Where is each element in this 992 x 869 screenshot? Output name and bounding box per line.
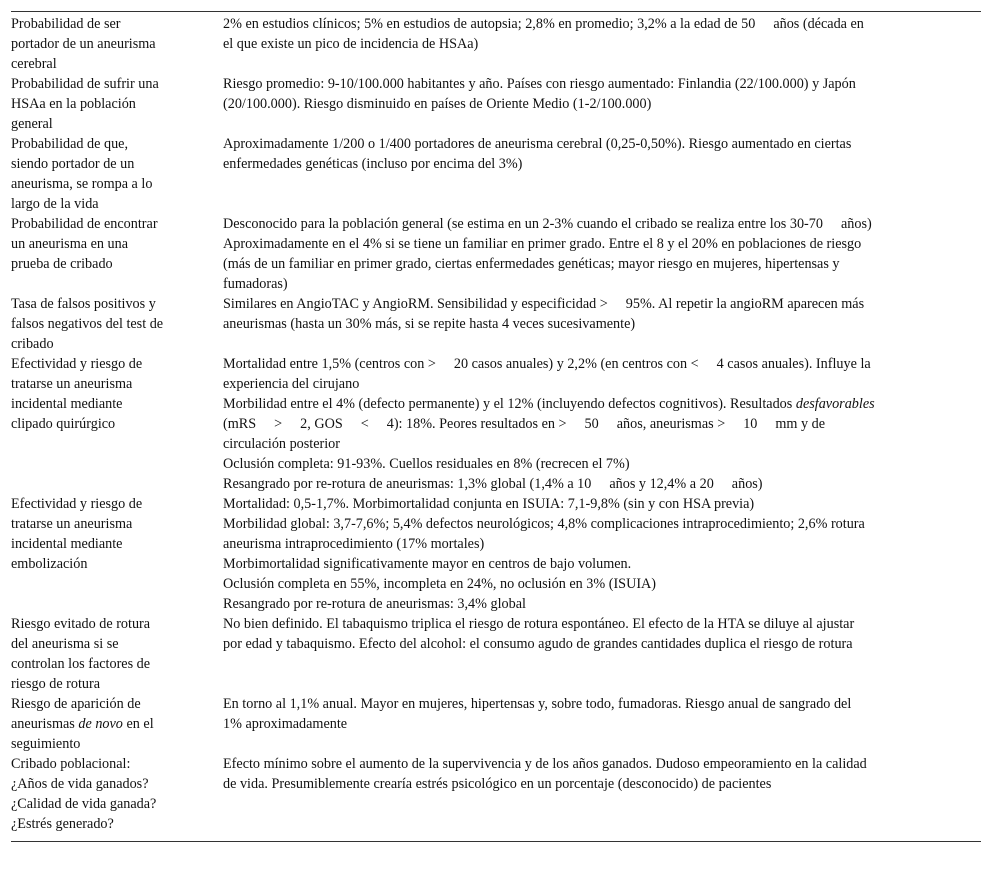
answer-line: Riesgo promedio: 9-10/100.000 habitantes y año. Países con riesgo aumentado: Finlandia (22/100.000) y Japón bbox=[223, 76, 856, 92]
answer-line: Aproximadamente 1/200 o 1/400 portadores de aneurisma cerebral (0,25-0,50%). Riesgo aumentado en ciertas bbox=[223, 136, 852, 152]
question-line: incidental mediante bbox=[11, 536, 123, 552]
answer-line: Morbimortalidad significativamente mayor en centros de bajo volumen. bbox=[223, 556, 632, 572]
question-cell bbox=[11, 74, 223, 134]
answer-line: aneurisma intraprocedimiento (17% mortales) bbox=[223, 536, 485, 552]
answer-line: No bien definido. El tabaquismo triplica el riesgo de rotura espontáneo. El efecto de la HTA se diluye al ajustar bbox=[223, 616, 855, 632]
answer-line: el que existe un pico de incidencia de HSAa) bbox=[223, 36, 479, 52]
answer-line: Similares en AngioTAC y AngioRM. Sensibilidad y especificidad > 95%. Al repetir la angioRM aparecen más bbox=[223, 296, 865, 312]
answer-cell bbox=[223, 354, 981, 494]
question-cell bbox=[11, 614, 223, 694]
question-line: embolización bbox=[11, 556, 88, 572]
answer-cell bbox=[223, 754, 981, 842]
question-line: portador de un aneurisma bbox=[11, 36, 156, 52]
question-line: Riesgo de aparición de bbox=[11, 696, 141, 712]
question-line: ¿Calidad de vida ganada? bbox=[11, 796, 157, 812]
question-line: prueba de cribado bbox=[11, 256, 113, 272]
question-line: Probabilidad de ser bbox=[11, 16, 121, 32]
table-row bbox=[11, 294, 981, 354]
answer-line: Mortalidad entre 1,5% (centros con > 20 casos anuales) y 2,2% (en centros con < 4 casos anuales). Influye la bbox=[223, 356, 871, 372]
answer-line: Resangrado por re-rotura de aneurismas: 1,3% global (1,4% a 10 años y 12,4% a 20 años) bbox=[223, 476, 763, 492]
question-cell bbox=[11, 214, 223, 294]
question-cell bbox=[11, 754, 223, 842]
evidence-table bbox=[11, 11, 981, 842]
question-line: Tasa de falsos positivos y bbox=[11, 296, 156, 312]
table-row bbox=[11, 614, 981, 694]
answer-line: En torno al 1,1% anual. Mayor en mujeres, hipertensas y, sobre todo, fumadoras. Riesgo anual de sangrado del bbox=[223, 696, 852, 712]
question-line: largo de la vida bbox=[11, 196, 99, 212]
question-cell bbox=[11, 134, 223, 214]
answer-line: aneurismas (hasta un 30% más, si se repite hasta 4 veces sucesivamente) bbox=[223, 316, 636, 332]
table-body bbox=[11, 12, 981, 842]
answer-cell bbox=[223, 12, 981, 75]
answer-line: de vida. Presumiblemente crearía estrés psicológico en un porcentaje (desconocido) de pacientes bbox=[223, 776, 772, 792]
question-line: ¿Estrés generado? bbox=[11, 816, 114, 832]
answer-line: 2% en estudios clínicos; 5% en estudios de autopsia; 2,8% en promedio; 3,2% a la edad de 50 años (década en bbox=[223, 16, 864, 32]
answer-cell bbox=[223, 214, 981, 294]
question-line: Efectividad y riesgo de bbox=[11, 496, 143, 512]
question-cell bbox=[11, 12, 223, 75]
answer-line: Efecto mínimo sobre el aumento de la supervivencia y de los años ganados. Dudoso empeoramiento en la calidad bbox=[223, 756, 867, 772]
table-row bbox=[11, 694, 981, 754]
question-line: falsos negativos del test de bbox=[11, 316, 164, 332]
question-line: cribado bbox=[11, 336, 54, 352]
question-line: un aneurisma en una bbox=[11, 236, 129, 252]
question-line: clipado quirúrgico bbox=[11, 416, 116, 432]
table-row bbox=[11, 494, 981, 614]
question-line: tratarse un aneurisma bbox=[11, 376, 133, 392]
answer-line: Desconocido para la población general (se estima en un 2-3% cuando el cribado se realiza entre los 30-70 años) bbox=[223, 216, 872, 232]
question-cell bbox=[11, 494, 223, 614]
question-line: seguimiento bbox=[11, 736, 81, 752]
question-line: general bbox=[11, 116, 53, 132]
question-cell bbox=[11, 694, 223, 754]
answer-line: fumadoras) bbox=[223, 276, 288, 292]
question-line: Probabilidad de encontrar bbox=[11, 216, 158, 232]
answer-line: Morbilidad global: 3,7-7,6%; 5,4% defectos neurológicos; 4,8% complicaciones intraprocedimiento; 2,6% rotura bbox=[223, 516, 865, 532]
question-line: cerebral bbox=[11, 56, 57, 72]
answer-cell bbox=[223, 294, 981, 354]
answer-line: Aproximadamente en el 4% si se tiene un familiar en primer grado. Entre el 8 y el 20% en poblaciones de riesgo bbox=[223, 236, 862, 252]
answer-line: Oclusión completa: 91-93%. Cuellos residuales en 8% (recrecen el 7%) bbox=[223, 456, 630, 472]
question-line: incidental mediante bbox=[11, 396, 123, 412]
question-line: Probabilidad de sufrir una bbox=[11, 76, 159, 92]
table-row bbox=[11, 12, 981, 75]
answer-line: circulación posterior bbox=[223, 436, 340, 452]
answer-line: Oclusión completa en 55%, incompleta en 24%, no oclusión en 3% (ISUIA) bbox=[223, 576, 657, 592]
question-line: riesgo de rotura bbox=[11, 676, 101, 692]
answer-line: (mRS > 2, GOS < 4): 18%. Peores resultados en > 50 años, aneurismas > 10 mm y de bbox=[223, 416, 826, 432]
table-row bbox=[11, 134, 981, 214]
answer-line: Mortalidad: 0,5-1,7%. Morbimortalidad conjunta en ISUIA: 7,1-9,8% (sin y con HSA previa) bbox=[223, 496, 755, 512]
answer-cell bbox=[223, 74, 981, 134]
question-line: siendo portador de un bbox=[11, 156, 135, 172]
question-line: del aneurisma si se bbox=[11, 636, 119, 652]
table-row bbox=[11, 74, 981, 134]
table-row bbox=[11, 354, 981, 494]
question-line: aneurismas de novo en el bbox=[11, 716, 154, 732]
question-line: tratarse un aneurisma bbox=[11, 516, 133, 532]
answer-line: (20/100.000). Riesgo disminuido en países de Oriente Medio (1-2/100.000) bbox=[223, 96, 652, 112]
answer-line: enfermedades genéticas (incluso por encima del 3%) bbox=[223, 156, 523, 172]
answer-line: experiencia del cirujano bbox=[223, 376, 360, 392]
table-row bbox=[11, 214, 981, 294]
answer-line: (más de un familiar en primer grado, ciertas enfermedades genéticas; mayor riesgo en mujeres, hipertensas y bbox=[223, 256, 840, 272]
question-cell bbox=[11, 294, 223, 354]
answer-line: 1% aproximadamente bbox=[223, 716, 348, 732]
table-row bbox=[11, 754, 981, 842]
answer-cell bbox=[223, 494, 981, 614]
answer-cell bbox=[223, 694, 981, 754]
answer-line: por edad y tabaquismo. Efecto del alcohol: el consumo agudo de grandes cantidades duplica el riesgo de rotura bbox=[223, 636, 853, 652]
question-cell bbox=[11, 354, 223, 494]
question-line: Riesgo evitado de rotura bbox=[11, 616, 151, 632]
answer-line: Resangrado por re-rotura de aneurismas: 3,4% global bbox=[223, 596, 526, 612]
question-line: Probabilidad de que, bbox=[11, 136, 129, 152]
question-line: Cribado poblacional: bbox=[11, 756, 131, 772]
question-line: Efectividad y riesgo de bbox=[11, 356, 143, 372]
answer-cell bbox=[223, 614, 981, 694]
question-line: aneurisma, se rompa a lo bbox=[11, 176, 153, 192]
answer-cell bbox=[223, 134, 981, 214]
answer-line: Morbilidad entre el 4% (defecto permanente) y el 12% (incluyendo defectos cognitivos). Resultados desfavorables bbox=[223, 396, 875, 412]
question-line: ¿Años de vida ganados? bbox=[11, 776, 149, 792]
question-line: controlan los factores de bbox=[11, 656, 151, 672]
question-line: HSAa en la población bbox=[11, 96, 136, 112]
